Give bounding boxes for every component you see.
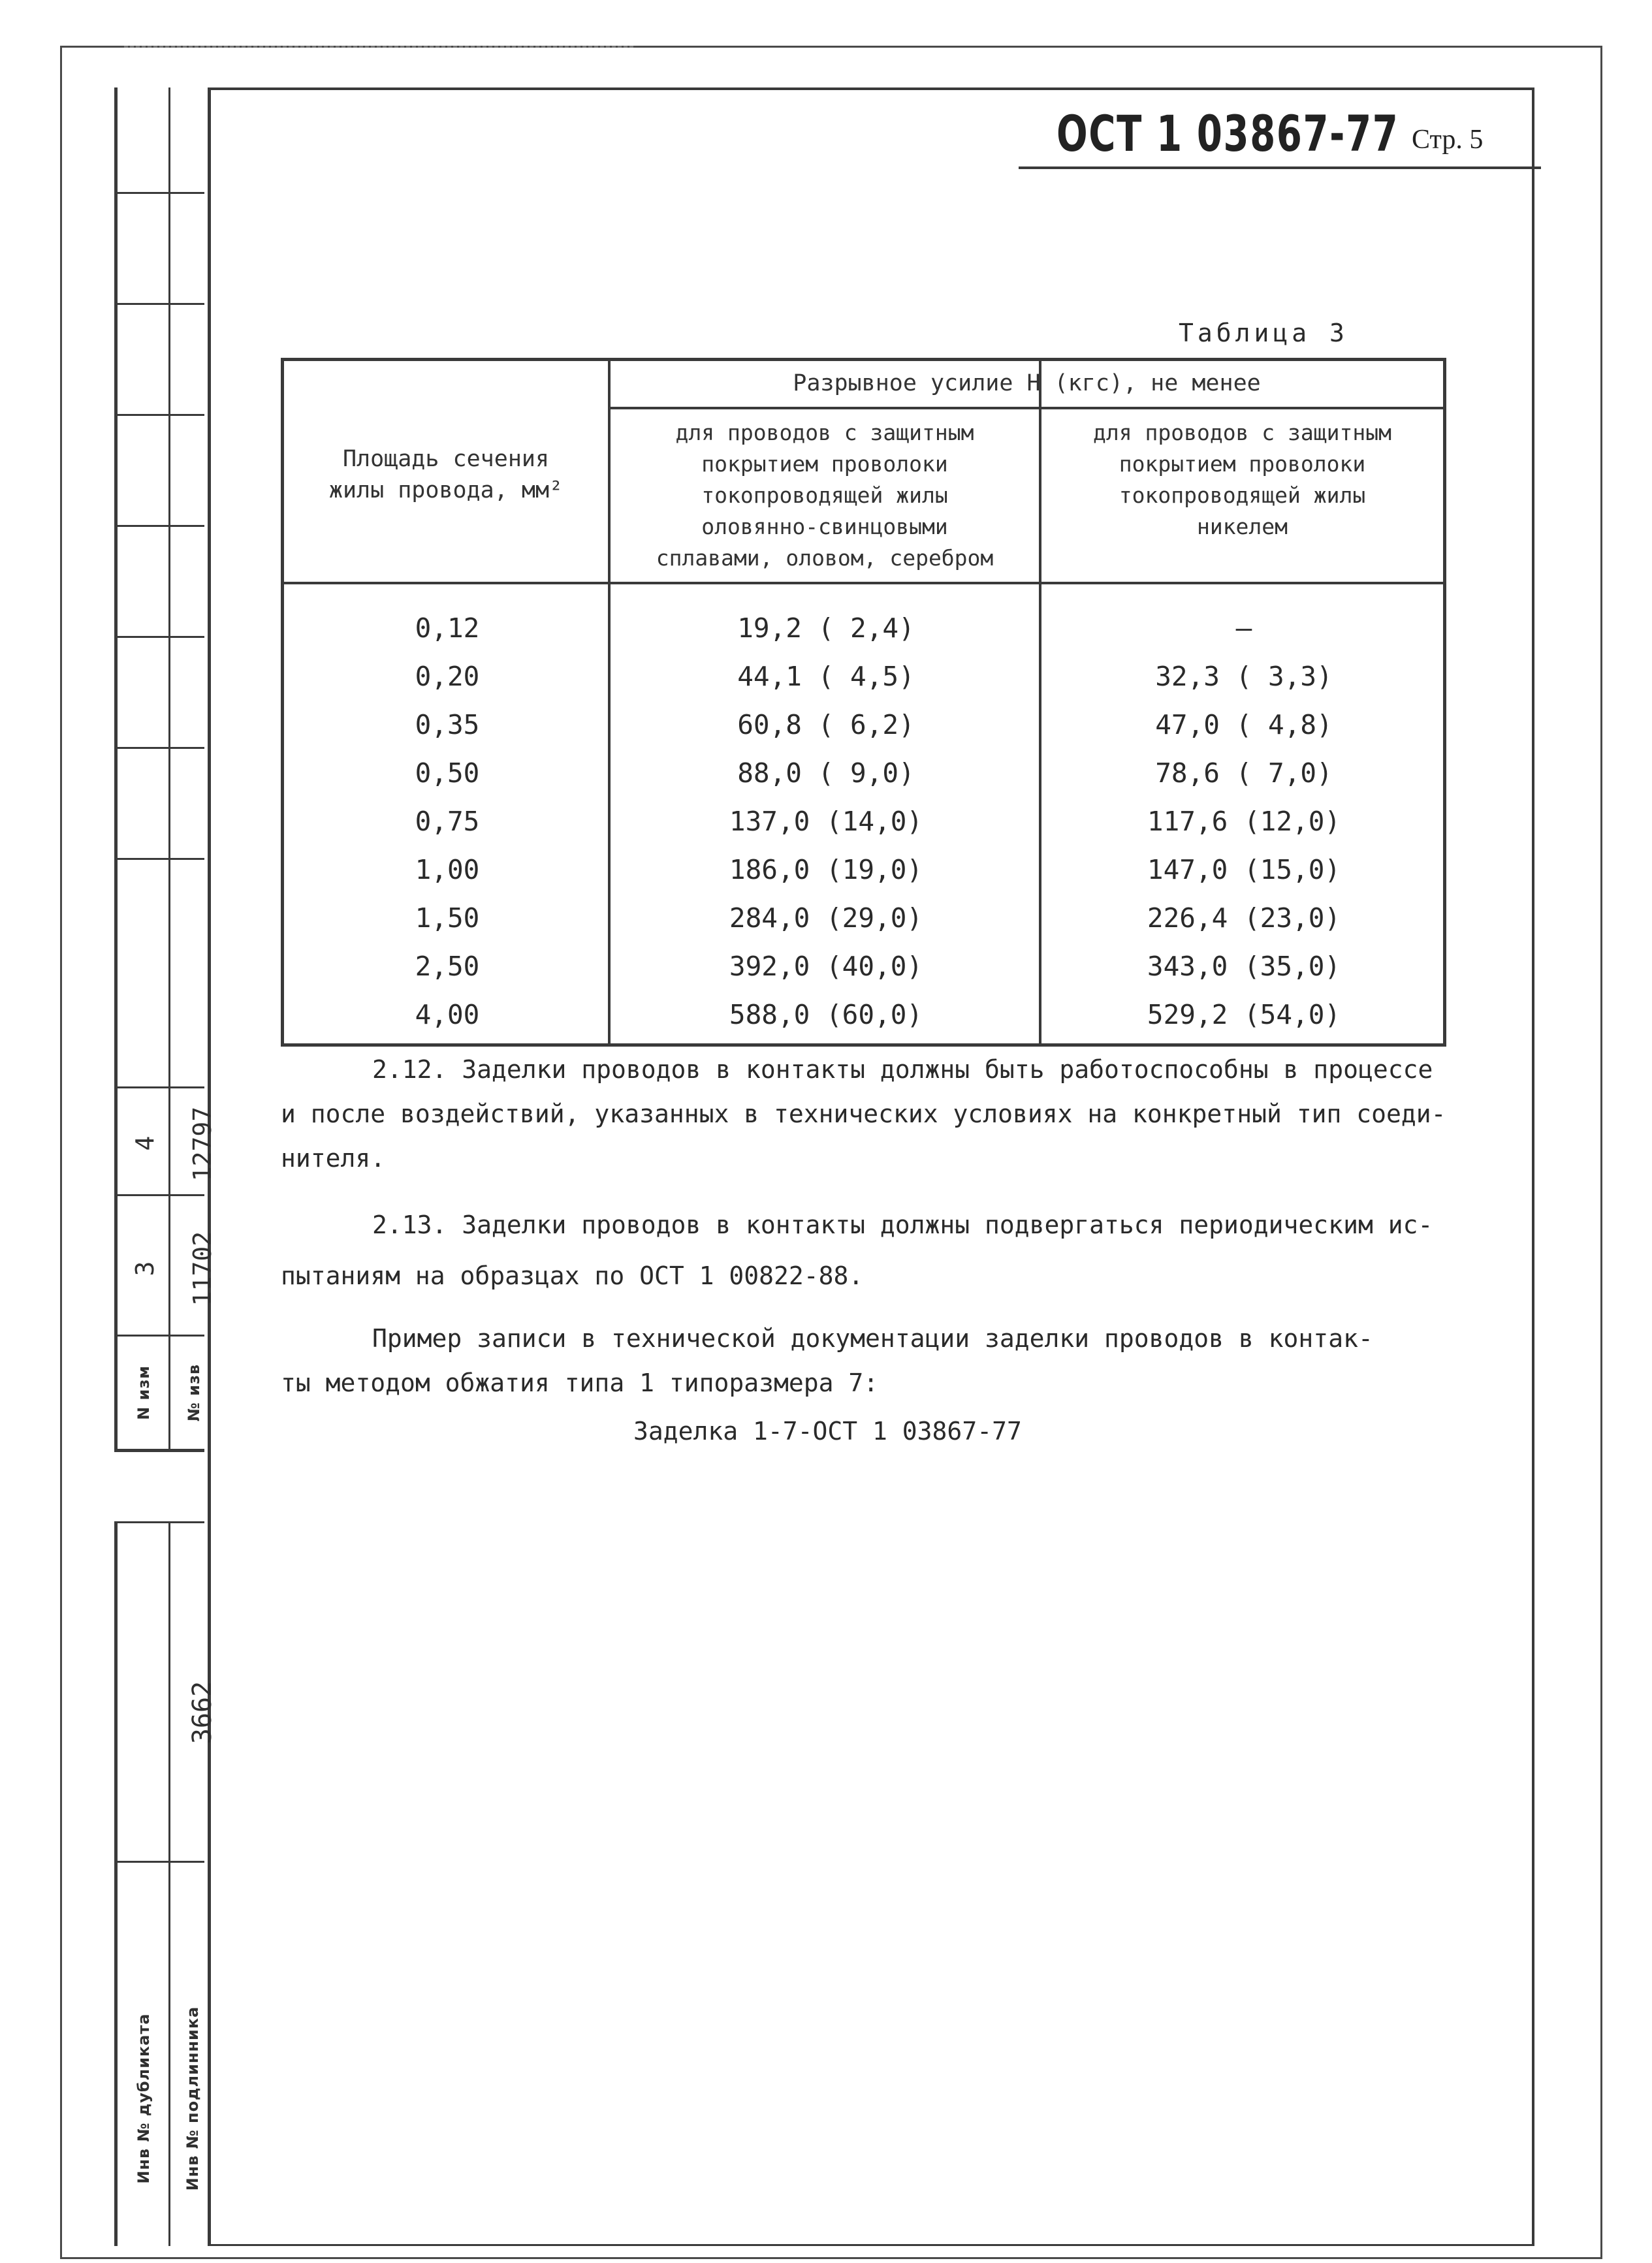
inv-dubl-label: Инв № дубликата xyxy=(135,2013,153,2184)
header-underline xyxy=(1019,166,1541,169)
example-designation: Заделка 1-7-ОСТ 1 03867-77 xyxy=(633,1417,1022,1446)
izv-label: № изв xyxy=(185,1363,203,1422)
izm-value-3: 3 xyxy=(131,1261,159,1276)
revision-stamp-column xyxy=(114,87,217,1452)
group-header: Разрывное усилие Н (кгс), не менее xyxy=(793,370,1261,396)
inv-podl-value: 3662 xyxy=(187,1681,217,1745)
izm-label: N изм xyxy=(135,1365,153,1420)
top-dash-line xyxy=(124,46,633,48)
izv-value-11702: 11702 xyxy=(188,1231,217,1306)
clause-2-13-line-1: 2.13. Заделки проводов в контакты должны подвергаться периодическим ис- xyxy=(372,1211,1433,1239)
clause-2-12-line-3: нителя. xyxy=(281,1144,386,1173)
col-tin-lead-header: для проводов с защитным покрытием проволоки токопроводящей жилы оловянно-свинцовыми сплавами, оловом, серебром xyxy=(656,420,994,571)
example-line-2: ты методом обжатия типа 1 типоразмера 7: xyxy=(281,1369,879,1397)
clause-2-13-line-2: пытаниям на образцах по ОСТ 1 00822-88. xyxy=(281,1261,864,1290)
izm-value-4: 4 xyxy=(131,1135,159,1151)
izv-value-12797: 12797 xyxy=(188,1106,217,1182)
document-code: ОСТ 1 03867-77 xyxy=(1056,104,1399,163)
inventory-stamp-column xyxy=(114,1521,217,2246)
inv-podl-label: Инв № подлинника xyxy=(183,2006,202,2191)
col-nickel-header: для проводов с защитным покрытием проволоки токопроводящей жилы никелем xyxy=(1093,420,1391,539)
clause-2-12-line-1: 2.12. Заделки проводов в контакты должны быть работоспособны в процессе xyxy=(372,1055,1433,1084)
clause-2-12-line-2: и после воздействий, указанных в технических условиях на конкретный тип соеди- xyxy=(281,1100,1446,1128)
page-number: Стр. 5 xyxy=(1412,125,1484,155)
breaking-force-table: Площадь сечения жилы провода, мм² Разрывное усилие Н (кгс), не менее для проводов с защитным покрытием проволоки токопроводящей жилы оловянно-свинцовыми сплавами, оловом, серебром для проводов с защитным покрытием проволоки токопроводящей жилы никелем 0,12 19,2 ( 2,4) – 0,20 44,1 ( 4,5) 32,3 ( 3,3) 0,35 60,8 ( 6,2) 47,0 ( 4,8) 0,50 88,0 ( 9,0) 78,6 ( 7,0) 0,75 137,0 (14,0) 117,6 (12,0) 1,00 186,0 (19,0) 147,0 (15,0) 1,50 284,0 (29,0) 226,4 (23,0) 2,50 392,0 (40,0) 343,0 (35,0) 4,00 588,0 (60,0) 529,2 (54,0) xyxy=(281,358,1446,1047)
example-line-1: Пример записи в технической документации заделки проводов в контак- xyxy=(372,1324,1373,1353)
table-title: Таблица 3 xyxy=(1179,319,1348,347)
col-area-header: Площадь сечения жилы провода, мм² xyxy=(328,446,564,503)
